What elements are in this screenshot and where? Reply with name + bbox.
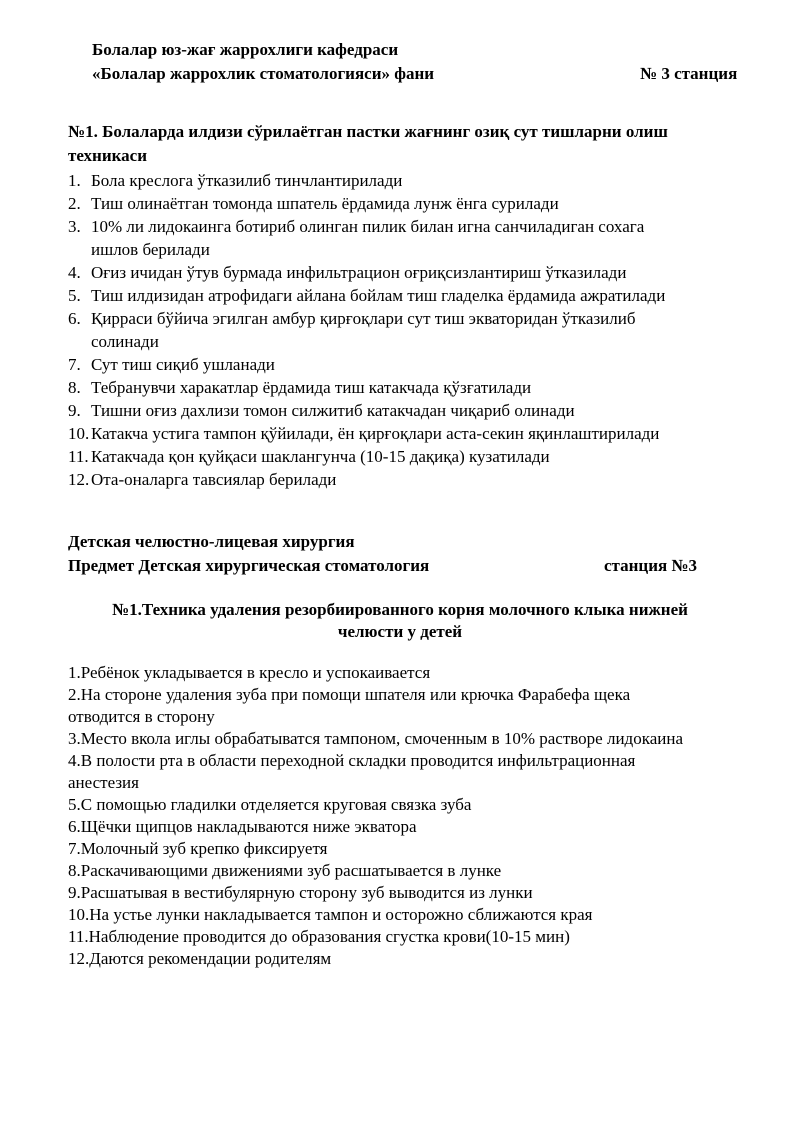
uz-step-text: ишлов берилади [91, 240, 210, 259]
ru-step-line: 8.Раскачивающими движениями зуб расшатывается в лунке [68, 861, 502, 880]
ru-step-line: 9.Расшатывая в вестибулярную сторону зуб выводится из лунки [68, 883, 533, 902]
ru-step-line: 7.Молочный зуб крепко фиксируетя [68, 839, 328, 858]
ru-title-line2: челюсти у детей [337, 622, 463, 641]
uz-step-text: Қирраси бўйича эгилган амбур қирғоқлари сут тиш экваторидан ўтказилиб [91, 309, 636, 328]
ru-step-line: отводится в сторону [68, 707, 215, 726]
uz-step-number: 11. [68, 447, 89, 466]
uz-step-number: 12. [68, 470, 90, 489]
uz-step-number: 4. [68, 263, 81, 282]
ru-step-line: 2.На стороне удаления зуба при помощи шпателя или крючка Фарабефа щека [68, 685, 631, 704]
uz-step-text: Сут тиш сиқиб ушланади [91, 355, 275, 374]
uz-step-number: 7. [68, 355, 81, 374]
uz-step-number: 5. [68, 286, 81, 305]
ru-title-line1: №1.Техника удаления резорбиированного корня молочного клыка нижней [112, 600, 688, 619]
uz-step-text: Ота-оналарга тавсиялар берилади [91, 470, 337, 489]
uz-step-number: 2. [68, 194, 81, 213]
ru-step-line: анестезия [68, 773, 139, 792]
ru-station: станция №3 [604, 556, 698, 575]
uz-step-text: Тиш олинаётган томонда шпатель ёрдамида лунж ёнга сурилади [91, 194, 559, 213]
uz-step-number: 10. [68, 424, 90, 443]
ru-step-line: 5.С помощью гладилки отделяется круговая связка зуба [68, 795, 472, 814]
uz-step-number: 6. [68, 309, 81, 328]
uz-step-text: солинади [91, 332, 159, 351]
uz-step-number: 8. [68, 378, 81, 397]
ru-step-line: 4.В полости рта в области переходной складки проводится инфильтрационная [68, 751, 636, 770]
ru-step-line: 10.На устье лунки накладывается тампон и осторожно сближаются края [68, 905, 593, 924]
uz-step-number: 9. [68, 401, 81, 420]
uz-step-text: Тишни оғиз дахлизи томон силжитиб катакчадан чиқариб олинади [91, 401, 575, 420]
uz-step-number: 3. [68, 217, 81, 236]
ru-step-line: 1.Ребёнок укладывается в кресло и успокаивается [68, 663, 431, 682]
ru-step-line: 12.Даются рекомендации родителям [68, 949, 332, 968]
uz-step-text: 10% ли лидокаинга ботириб олинган пилик билан игна санчиладиган сохага [91, 217, 645, 236]
uz-department: Болалар юз-жағ жаррохлиги кафедраси [92, 40, 399, 59]
uz-step-number: 1. [68, 171, 81, 190]
uz-subject: «Болалар жаррохлик стоматологияси» фани [92, 64, 435, 83]
uz-step-text: Оғиз ичидан ўтув бурмада инфильтрацион оғриқсизлантириш ўтказилади [91, 263, 627, 282]
ru-step-line: 6.Щёчки щипцов накладываются ниже экватора [68, 817, 417, 836]
ru-step-line: 11.Наблюдение проводится до образования сгустка крови(10-15 мин) [68, 927, 570, 946]
uz-step-text: Тиш илдизидан атрофидаги айлана бойлам тиш гладелка ёрдамида ажратилади [91, 286, 666, 305]
uz-title-line2: техникаси [68, 146, 148, 165]
uz-step-text: Катакчада қон қуйқаси шаклангунча (10-15 дақиқа) кузатилади [91, 447, 550, 466]
uz-station: № 3 станция [640, 64, 738, 83]
uz-step-text: Бола креслога ўтказилиб тинчлантирилади [91, 171, 403, 190]
uz-step-text: Катакча устига тампон қўйилади, ён қирғоқлари аста-секин яқинлаштирилади [91, 424, 660, 443]
ru-subject: Предмет Детская хирургическая стоматология [68, 556, 430, 575]
ru-step-line: 3.Место вкола иглы обрабатыватся тампоном, смоченным в 10% растворе лидокаина [68, 729, 683, 748]
uz-step-text: Тебранувчи харакатлар ёрдамида тиш катакчада қўзғатилади [91, 378, 532, 397]
uz-title-line1: №1. Болаларда илдизи сўрилаётган пастки жағнинг озиқ сут тишларни олиш [68, 122, 668, 141]
ru-department: Детская челюстно-лицевая хирургия [68, 532, 355, 551]
